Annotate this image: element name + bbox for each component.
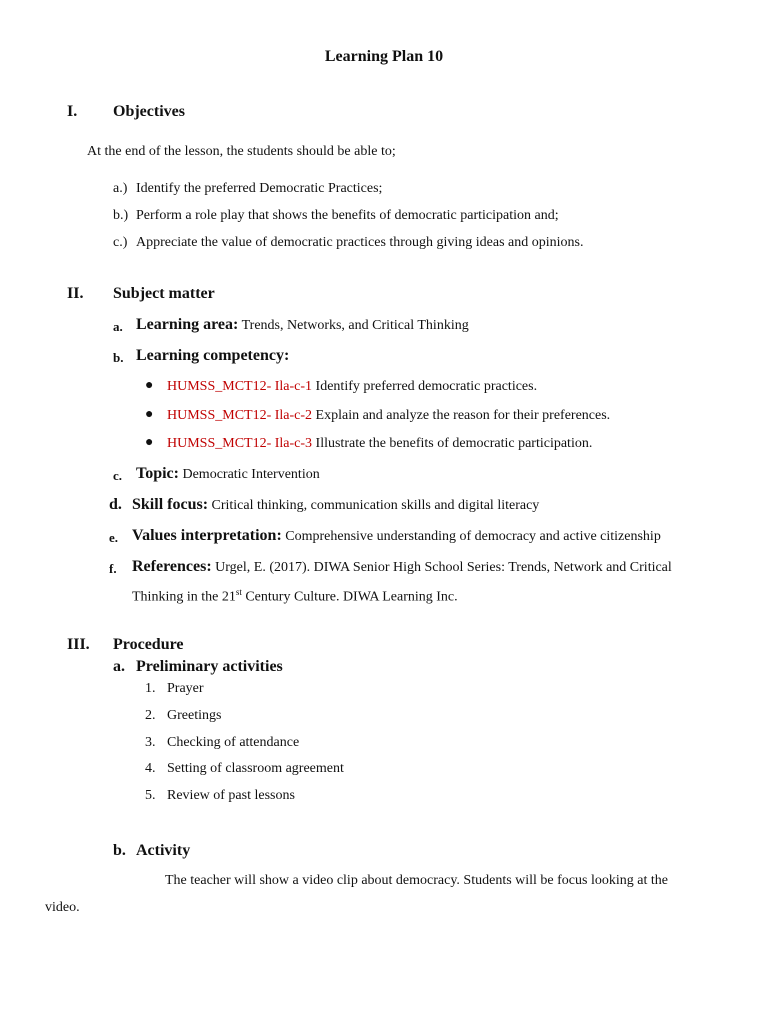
- objective-text: Appreciate the value of democratic practices through giving ideas and opinions.: [136, 235, 584, 250]
- learning-area-value: Trends, Networks, and Critical Thinking: [241, 318, 469, 333]
- references-superscript: st: [235, 587, 242, 597]
- list-item: Greetings: [167, 708, 222, 723]
- list-number: 1.: [145, 681, 156, 696]
- item-label: d.: [109, 496, 122, 513]
- objective-label: a.): [113, 181, 128, 196]
- objective-text: Identify the preferred Democratic Practices;: [136, 181, 383, 196]
- item-label: c.: [113, 468, 123, 483]
- item-label: a.: [113, 658, 125, 675]
- list-item: Prayer: [167, 681, 204, 696]
- references-line2-a: Thinking in the 21: [132, 589, 236, 605]
- preliminary-heading: Preliminary activities: [136, 658, 283, 675]
- skill-focus-key: Skill focus:: [132, 496, 209, 513]
- references-line1: Urgel, E. (2017). DIWA Senior High School Series: Trends, Network and Critical: [215, 560, 672, 575]
- objective-label: b.): [113, 208, 129, 223]
- section-heading-procedure: Procedure: [113, 636, 184, 653]
- objective-text: Perform a role play that shows the benefits of democratic participation and;: [136, 208, 559, 223]
- topic-key: Topic:: [136, 465, 179, 482]
- list-item: Checking of attendance: [167, 735, 300, 750]
- section-numeral-subject-matter: II.: [67, 285, 84, 302]
- values-row: [132, 527, 661, 545]
- item-label: f.: [109, 561, 117, 576]
- item-label: b.: [113, 350, 124, 365]
- objectives-intro: At the end of the lesson, the students should be able to;: [87, 144, 396, 159]
- competency-item: [167, 379, 537, 395]
- learning-area-key: Learning area:: [136, 316, 239, 333]
- objective-label: c.): [113, 235, 128, 250]
- references-line2: [132, 587, 458, 606]
- list-item: Setting of classroom agreement: [167, 761, 344, 776]
- competency-code: HUMSS_MCT12- Ila-c-3: [167, 436, 313, 451]
- activity-heading: Activity: [136, 842, 191, 859]
- section-heading-objectives: Objectives: [113, 103, 185, 120]
- page-title: Learning Plan 10: [324, 48, 444, 65]
- list-number: 5.: [145, 788, 156, 803]
- list-number: 3.: [145, 735, 156, 750]
- bullet-icon: ●: [145, 407, 154, 422]
- list-number: 4.: [145, 761, 156, 776]
- learning-competency-key: Learning competency:: [136, 347, 290, 364]
- references-line2-b: Century Culture. DIWA Learning Inc.: [241, 589, 458, 605]
- references-key: References:: [132, 558, 212, 575]
- item-label: b.: [113, 842, 126, 859]
- bullet-icon: ●: [145, 435, 154, 450]
- topic-value: Democratic Intervention: [182, 467, 320, 482]
- competency-item: [167, 436, 592, 452]
- topic-row: [136, 465, 320, 483]
- list-number: 2.: [145, 708, 156, 723]
- skill-focus-row: [132, 496, 539, 514]
- item-label: a.: [113, 319, 123, 334]
- competency-text: Illustrate the benefits of democratic participation.: [312, 436, 593, 451]
- item-label: e.: [109, 530, 119, 545]
- competency-text: Explain and analyze the reason for their preferences.: [312, 408, 611, 423]
- competency-code: HUMSS_MCT12- Ila-c-1: [167, 379, 313, 394]
- section-heading-subject-matter: Subject matter: [113, 285, 215, 302]
- competency-item: [167, 408, 610, 424]
- activity-line1: The teacher will show a video clip about democracy. Students will be focus looking at the: [165, 873, 668, 888]
- bullet-icon: ●: [145, 378, 154, 393]
- references-row: [132, 558, 672, 576]
- activity-line2: video.: [45, 900, 80, 915]
- competency-code: HUMSS_MCT12- Ila-c-2: [167, 408, 313, 423]
- section-numeral-procedure: III.: [67, 636, 90, 653]
- section-numeral-objectives: I.: [67, 103, 78, 120]
- competency-text: Identify preferred democratic practices.: [312, 379, 538, 394]
- values-value: Comprehensive understanding of democracy and active citizenship: [285, 529, 661, 544]
- list-item: Review of past lessons: [167, 788, 295, 803]
- learning-area-row: [136, 316, 469, 334]
- values-key: Values interpretation:: [132, 527, 282, 544]
- skill-focus-value: Critical thinking, communication skills and digital literacy: [211, 498, 540, 513]
